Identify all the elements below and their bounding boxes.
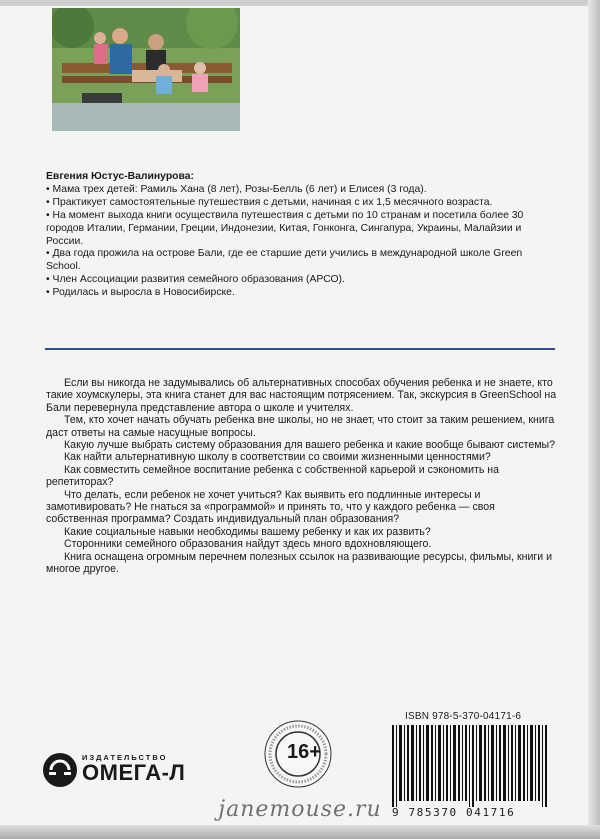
bio-item: • Родилась и выросла в Новосибирске. [46, 287, 235, 299]
description-paragraph: Как найти альтернативную школу в соответствии со своими жизненными ценностями? [64, 451, 491, 464]
cover-right-edge [588, 0, 600, 839]
description-paragraph: Что делать, если ребенок не хочет учиться? Как выявить его подлинные интересы и замотивировать? Не гнаться за «программой» и принять то, что у каждого ребенка — своя собственная программа? Создать индивидуальный план образования? [46, 488, 495, 526]
publisher-name: ОМЕГА-Л [82, 760, 186, 785]
description-paragraph: Как совместить семейное воспитание ребенка с собственной карьерой и сэкономить на репетиторах? [46, 463, 500, 489]
bio-item: • На момент выхода книги осуществила путешествия с детьми по 10 странам и посетила более 30 городов Италии, Германии, Греции, Индонезии, Китая, Гонконга, Сингапура, Украины, Малайзии и России. [46, 209, 524, 247]
section-divider [45, 348, 555, 350]
barcode-number: 9 785370 041716 [392, 806, 516, 819]
description-paragraph: Какую лучше выбрать систему образования для вашего ребенка и какие вообще бывают системы? [64, 439, 556, 452]
isbn: ISBN 978-5-370-04171-6 [405, 711, 522, 722]
author-family-photo [52, 8, 240, 131]
bio-item: • Член Ассоциации развития семейного образования (АРСО). [46, 274, 345, 286]
author-bio [46, 171, 546, 300]
bio-item: • Практикует самостоятельные путешествия с детьми, начиная с их 1,5 месячного возраста. [46, 196, 493, 208]
age-rating: 16+ [287, 741, 321, 763]
cover-bottom-edge [0, 825, 600, 839]
description-paragraph: Какие социальные навыки необходимы вашему ребенку и как их развить? [64, 525, 431, 538]
watermark: janemouse.ru [218, 797, 382, 822]
cover-top-edge [0, 0, 600, 6]
book-description [46, 377, 558, 576]
description-paragraph: Если вы никогда не задумывались об альтернативных способах обучения ребенка и не знаете, кто такие хоумскулеры, эта книга станет для вас настоящим потрясением. Так, экскурсия в GreenSchool на Бали перевернула представление автора о школе и учителях. [46, 377, 557, 414]
description-paragraph: Книга оснащена огромным перечнем полезных ссылок на развивающие ресурсы, фильмы, книги и многое другое. [46, 550, 553, 576]
description-paragraph: Тем, кто хочет начать обучать ребенка вне школы, но не знает, что стоит за таким решением, книга даст ответы на самые насущные вопросы. [46, 414, 555, 439]
author-name: Евгения Юстус-Валинурова: [46, 171, 195, 182]
barcode-icon [392, 725, 550, 807]
bio-item: • Два года прожила на острове Бали, где ее старшие дети учились в международной школе Green School. [46, 248, 523, 273]
publisher-label: ИЗДАТЕЛЬСТВО [82, 753, 168, 762]
description-paragraph: Сторонники семейного образования найдут здесь много вдохновляющего. [64, 538, 432, 551]
bio-item: • Мама трех детей: Рамиль Хана (8 лет), Розы-Белль (6 лет) и Елисея (3 года). [46, 183, 427, 195]
